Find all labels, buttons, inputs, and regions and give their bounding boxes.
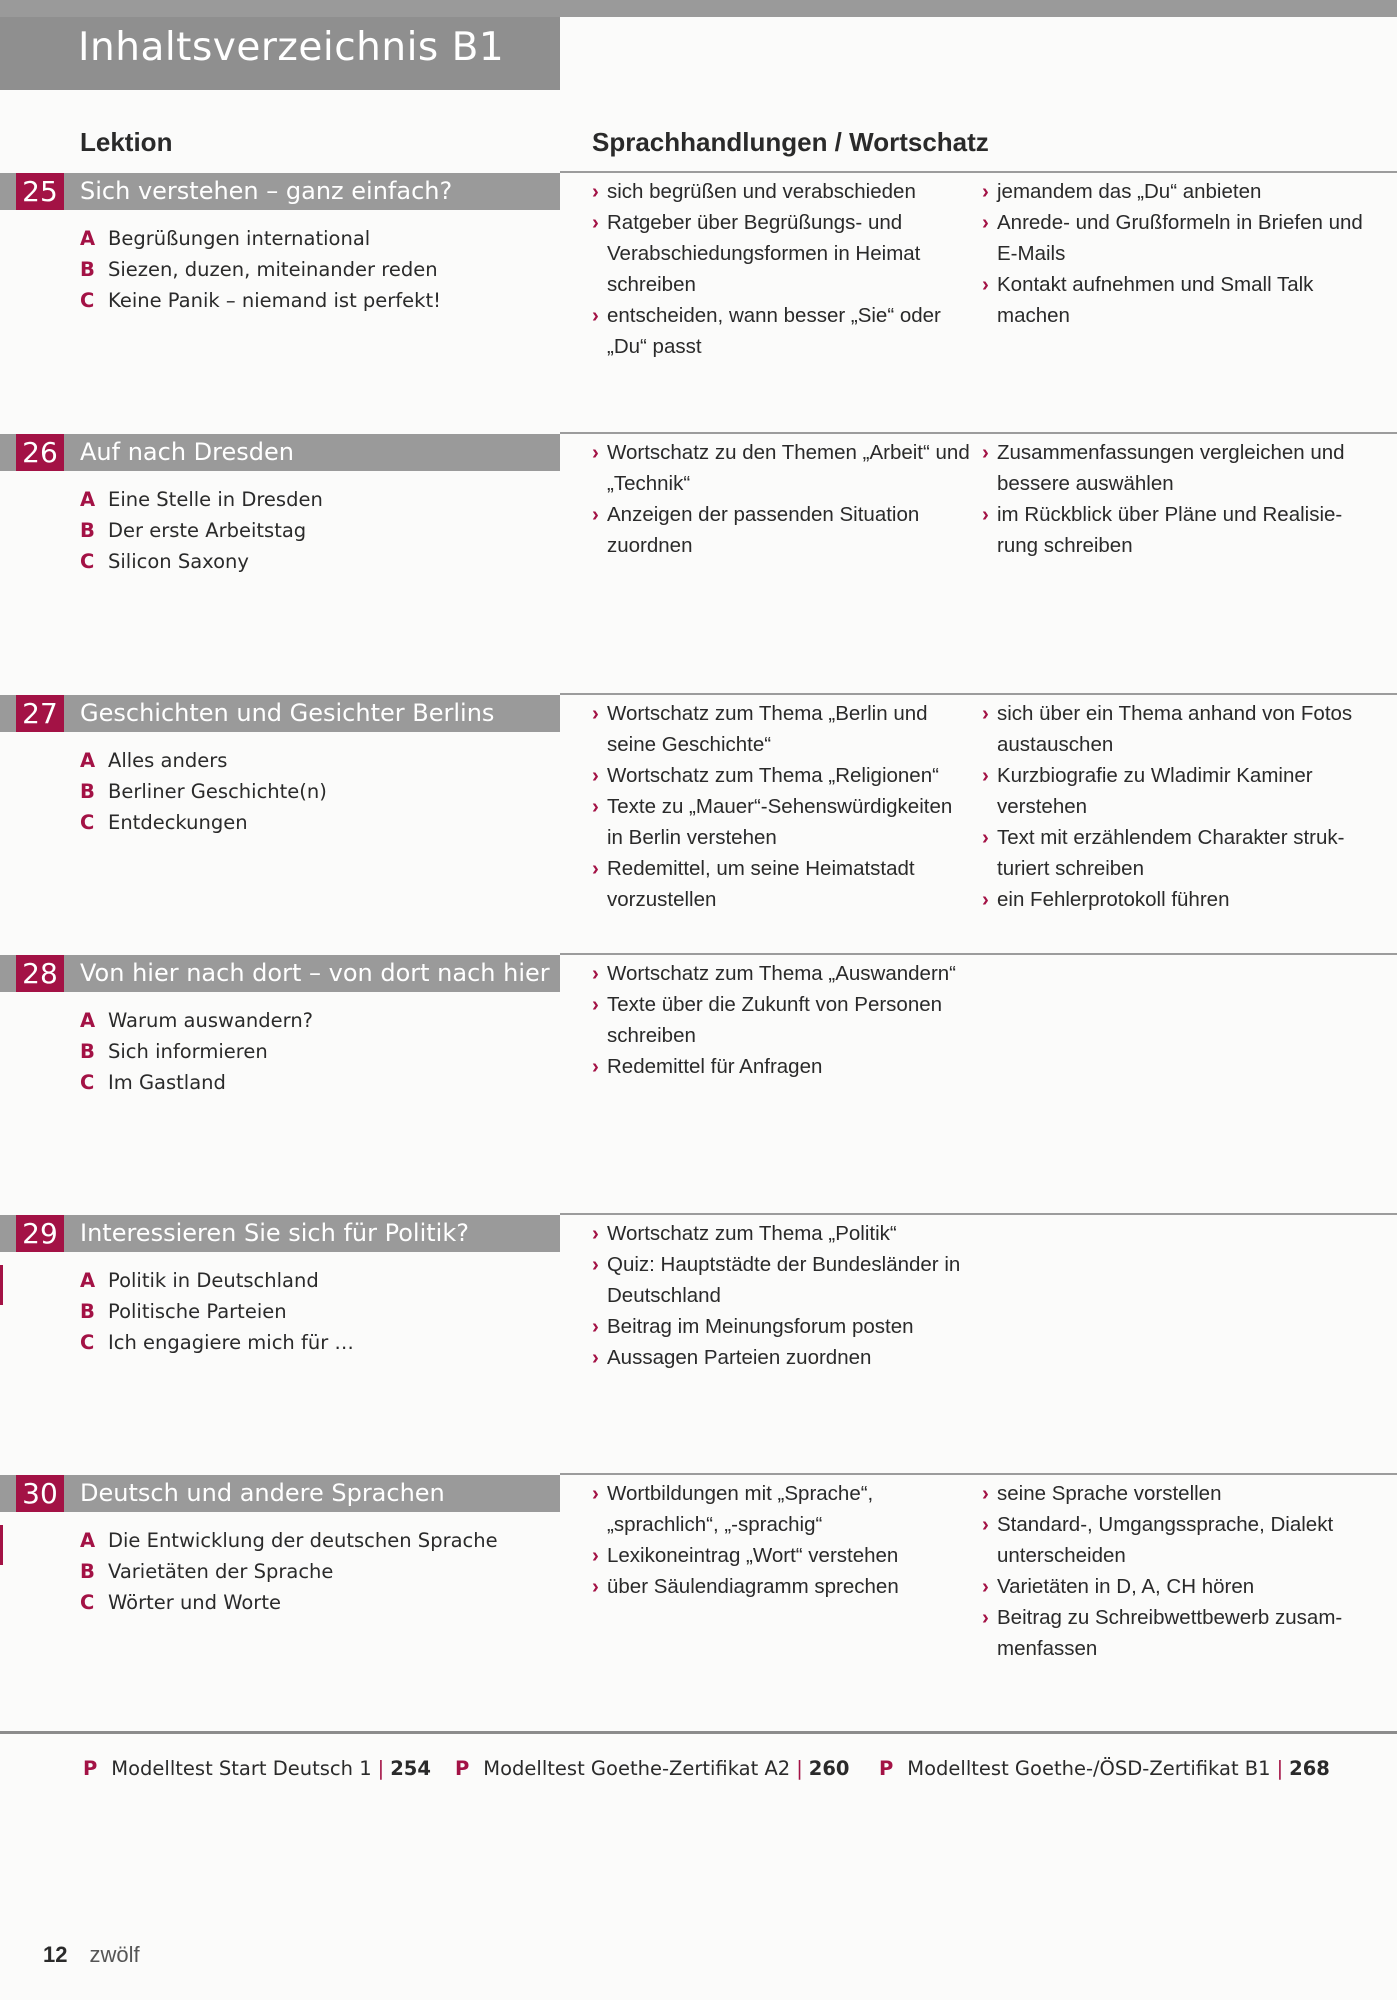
bullet-text: ein Fehlerprotokoll führen xyxy=(997,888,1230,911)
chevron-right-icon: › xyxy=(592,1482,599,1505)
chevron-right-icon: › xyxy=(982,702,989,725)
bullet-text: Aussagen Parteien zuordnen xyxy=(607,1346,872,1369)
bullet-item xyxy=(592,698,972,760)
subsection-item xyxy=(80,1296,354,1327)
chevron-right-icon: › xyxy=(592,441,599,464)
lesson-number: 27 xyxy=(16,695,64,732)
bullet-item xyxy=(592,1540,972,1571)
bullet-text: im Rückblick über Pläne und Realisie-rung schreiben xyxy=(997,503,1343,557)
bullet-item xyxy=(592,989,972,1051)
sprachhandlungen-list xyxy=(592,958,972,1082)
bullet-item xyxy=(592,1311,972,1342)
subsection-item xyxy=(80,484,323,515)
bullet-item xyxy=(982,437,1372,499)
bullet-item xyxy=(982,499,1372,561)
bullet-text: Text mit erzählendem Charakter struk-turiert schreiben xyxy=(997,826,1345,880)
subsection-item xyxy=(80,1265,354,1296)
lesson-header-bar[interactable] xyxy=(0,955,560,992)
lesson-title: Auf nach Dresden xyxy=(80,438,294,466)
bullet-item xyxy=(982,1602,1372,1664)
chevron-right-icon: › xyxy=(592,1544,599,1567)
bullet-text: Wortschatz zum Thema „Religionen“ xyxy=(607,764,939,787)
bullet-item xyxy=(982,884,1372,915)
lesson-number: 30 xyxy=(16,1475,64,1512)
subsection-item xyxy=(80,285,441,316)
subsection-text: Varietäten der Sprache xyxy=(108,1560,334,1583)
subsection-letter: A xyxy=(80,227,96,250)
subsection-item xyxy=(80,776,327,807)
lesson-title: Geschichten und Gesichter Berlins xyxy=(80,699,495,727)
subsection-text: Warum auswandern? xyxy=(108,1009,314,1032)
chevron-right-icon: › xyxy=(592,503,599,526)
lesson-header-bar[interactable] xyxy=(0,434,560,471)
subsection-item xyxy=(80,1587,498,1618)
lesson-subsections xyxy=(80,223,441,316)
subsection-letter: C xyxy=(80,289,95,312)
subsection-letter: C xyxy=(80,1331,95,1354)
bullet-item xyxy=(592,958,972,989)
lesson-subsections xyxy=(80,1265,354,1358)
chevron-right-icon: › xyxy=(982,180,989,203)
modelltest-goethe-oesd-b1[interactable] xyxy=(879,1757,1330,1780)
lesson-divider xyxy=(560,953,1397,955)
chevron-right-icon: › xyxy=(982,211,989,234)
bullet-item xyxy=(982,1571,1372,1602)
chevron-right-icon: › xyxy=(592,304,599,327)
lesson-header-bar[interactable] xyxy=(0,695,560,732)
bullet-text: Lexikoneintrag „Wort“ verstehen xyxy=(607,1544,899,1567)
lesson-divider xyxy=(560,1213,1397,1215)
sprachhandlungen-list xyxy=(592,1218,972,1373)
bullet-item xyxy=(982,822,1372,884)
modelltest-start-deutsch[interactable] xyxy=(83,1757,431,1780)
bullet-item xyxy=(592,1218,972,1249)
bullet-text: Beitrag im Meinungsforum posten xyxy=(607,1315,914,1338)
subsection-item xyxy=(80,1525,498,1556)
bullet-item xyxy=(592,853,972,915)
subsection-letter: B xyxy=(80,519,95,542)
chevron-right-icon: › xyxy=(982,1482,989,1505)
bullet-text: entscheiden, wann besser „Sie“ oder „Du“ passt xyxy=(607,304,941,358)
lesson-title: Von hier nach dort – von dort nach hier xyxy=(80,959,550,987)
bullet-item xyxy=(592,499,972,561)
bullet-text: Kontakt aufnehmen und Small Talk machen xyxy=(997,273,1314,327)
subsection-text: Alles anders xyxy=(108,749,228,772)
chevron-right-icon: › xyxy=(592,1055,599,1078)
wortschatz-list xyxy=(982,437,1372,561)
subsection-text: Silicon Saxony xyxy=(108,550,249,573)
bullet-item xyxy=(592,176,972,207)
lesson-divider xyxy=(560,432,1397,434)
bullet-item xyxy=(982,207,1372,269)
chevron-right-icon: › xyxy=(592,857,599,880)
lesson-divider xyxy=(560,1473,1397,1475)
bullet-text: Texte zu „Mauer“-Sehenswürdigkeiten in Berlin verstehen xyxy=(607,795,953,849)
chevron-right-icon: › xyxy=(982,826,989,849)
page-word: zwölf xyxy=(89,1942,140,1967)
chevron-right-icon: › xyxy=(592,180,599,203)
chevron-right-icon: › xyxy=(982,888,989,911)
subsection-letter: B xyxy=(80,258,95,281)
test-label: Modelltest Goethe-Zertifikat A2 xyxy=(483,1757,791,1780)
bullet-text: sich begrüßen und verabschieden xyxy=(607,180,916,203)
bullet-item xyxy=(982,176,1372,207)
subsection-text: Wörter und Worte xyxy=(108,1591,281,1614)
margin-mark xyxy=(0,1525,3,1565)
subsection-text: Siezen, duzen, miteinander reden xyxy=(108,258,438,281)
page-number: 12 xyxy=(43,1942,68,1967)
subsection-letter: B xyxy=(80,1560,95,1583)
subsection-text: Begrüßungen international xyxy=(108,227,371,250)
footer-divider xyxy=(0,1731,1397,1734)
chevron-right-icon: › xyxy=(592,1575,599,1598)
lesson-number: 26 xyxy=(16,434,64,471)
subsection-text: Ich engagiere mich für … xyxy=(108,1331,354,1354)
bullet-item xyxy=(982,1478,1372,1509)
wortschatz-list xyxy=(982,176,1372,331)
bullet-item xyxy=(592,760,972,791)
bullet-text: sich über ein Thema anhand von Fotos austauschen xyxy=(997,702,1353,756)
bullet-text: Anzeigen der passenden Situation zuordnen xyxy=(607,503,920,557)
subsection-text: Sich informieren xyxy=(108,1040,268,1063)
title-banner xyxy=(0,17,560,90)
bullet-text: Redemittel für Anfragen xyxy=(607,1055,823,1078)
bullet-item xyxy=(592,1051,972,1082)
bullet-text: Kurzbiografie zu Wladimir Kaminer verstehen xyxy=(997,764,1313,818)
bullet-item xyxy=(592,207,972,300)
test-marker: P xyxy=(455,1757,470,1780)
test-label: Modelltest Start Deutsch 1 xyxy=(111,1757,372,1780)
chevron-right-icon: › xyxy=(982,441,989,464)
lesson-subsections xyxy=(80,1005,313,1098)
subsection-letter: A xyxy=(80,488,96,511)
chevron-right-icon: › xyxy=(592,1222,599,1245)
sprachhandlungen-list xyxy=(592,698,972,915)
bullet-text: Quiz: Hauptstädte der Bundesländer in Deutschland xyxy=(607,1253,961,1307)
subsection-letter: B xyxy=(80,1300,95,1323)
lesson-number: 29 xyxy=(16,1215,64,1252)
top-bar xyxy=(0,0,1397,17)
lesson-header-bar[interactable] xyxy=(0,173,560,210)
subsection-text: Politische Parteien xyxy=(108,1300,287,1323)
page-title: Inhaltsverzeichnis B1 xyxy=(78,25,505,70)
chevron-right-icon: › xyxy=(592,702,599,725)
test-page: 268 xyxy=(1289,1757,1330,1780)
lesson-subsections xyxy=(80,1525,498,1618)
subsection-letter: C xyxy=(80,1591,95,1614)
bullet-text: Beitrag zu Schreibwettbewerb zusam-menfassen xyxy=(997,1606,1343,1660)
chevron-right-icon: › xyxy=(592,1315,599,1338)
bullet-item xyxy=(592,791,972,853)
page-footer xyxy=(43,1942,140,1968)
test-page: 254 xyxy=(390,1757,431,1780)
chevron-right-icon: › xyxy=(592,211,599,234)
lesson-number: 25 xyxy=(16,173,64,210)
bullet-item xyxy=(982,269,1372,331)
chevron-right-icon: › xyxy=(982,273,989,296)
page-separator: | xyxy=(1276,1757,1284,1780)
subsection-text: Keine Panik – niemand ist perfekt! xyxy=(108,289,441,312)
wortschatz-list xyxy=(982,698,1372,915)
lesson-divider xyxy=(560,693,1397,695)
subsection-text: Eine Stelle in Dresden xyxy=(108,488,323,511)
bullet-text: über Säulendiagramm sprechen xyxy=(607,1575,899,1598)
lesson-header-bar[interactable] xyxy=(0,1475,560,1512)
chevron-right-icon: › xyxy=(982,503,989,526)
sprachhandlungen-list xyxy=(592,176,972,362)
bullet-text: Wortschatz zum Thema „Politik“ xyxy=(607,1222,897,1245)
chevron-right-icon: › xyxy=(592,795,599,818)
bullet-text: Zusammenfassungen vergleichen und bessere auswählen xyxy=(997,441,1345,495)
bullet-item xyxy=(982,760,1372,822)
page-separator: | xyxy=(377,1757,385,1780)
lesson-title: Sich verstehen – ganz einfach? xyxy=(80,177,453,205)
bullet-text: Standard-, Umgangssprache, Dialekt unterscheiden xyxy=(997,1513,1334,1567)
chevron-right-icon: › xyxy=(982,764,989,787)
lesson-header-bar[interactable] xyxy=(0,1215,560,1252)
subsection-item xyxy=(80,254,441,285)
lesson-title: Deutsch und andere Sprachen xyxy=(80,1479,445,1507)
test-page: 260 xyxy=(808,1757,850,1780)
bullet-text: jemandem das „Du“ anbieten xyxy=(997,180,1262,203)
subsection-letter: A xyxy=(80,749,96,772)
modelltest-goethe-a2[interactable] xyxy=(455,1757,850,1780)
bullet-text: Anrede- und Grußformeln in Briefen und E-Mails xyxy=(997,211,1363,265)
subsection-text: Politik in Deutschland xyxy=(108,1269,319,1292)
subsection-letter: B xyxy=(80,1040,95,1063)
subsection-letter: B xyxy=(80,780,95,803)
bullet-item xyxy=(592,437,972,499)
chevron-right-icon: › xyxy=(982,1606,989,1629)
bullet-text: Wortschatz zum Thema „Auswandern“ xyxy=(607,962,957,985)
lesson-title: Interessieren Sie sich für Politik? xyxy=(80,1219,469,1247)
sprachhandlungen-list xyxy=(592,1478,972,1602)
chevron-right-icon: › xyxy=(592,1253,599,1276)
subsection-item xyxy=(80,223,441,254)
bullet-item xyxy=(592,1478,972,1540)
test-label: Modelltest Goethe-/ÖSD-Zertifikat B1 xyxy=(907,1757,1271,1780)
bullet-text: Wortbildungen mit „Sprache“, „sprachlich“, „-sprachig“ xyxy=(607,1482,874,1536)
test-marker: P xyxy=(83,1757,98,1780)
chevron-right-icon: › xyxy=(592,962,599,985)
subsection-letter: C xyxy=(80,811,95,834)
sprachhandlungen-list xyxy=(592,437,972,561)
chevron-right-icon: › xyxy=(592,764,599,787)
subsection-letter: A xyxy=(80,1269,96,1292)
bullet-item xyxy=(592,1571,972,1602)
bullet-text: Ratgeber über Begrüßungs- und Verabschiedungsformen in Heimat schreiben xyxy=(607,211,921,296)
subsection-item xyxy=(80,1327,354,1358)
subsection-letter: A xyxy=(80,1529,96,1552)
wortschatz-list xyxy=(982,1478,1372,1664)
subsection-text: Die Entwicklung der deutschen Sprache xyxy=(108,1529,498,1552)
bullet-item xyxy=(592,1249,972,1311)
subsection-letter: A xyxy=(80,1009,96,1032)
subsection-item xyxy=(80,1556,498,1587)
subsection-letter: C xyxy=(80,550,95,573)
bullet-text: Wortschatz zum Thema „Berlin und seine Geschichte“ xyxy=(607,702,928,756)
subsection-text: Der erste Arbeitstag xyxy=(108,519,307,542)
page-separator: | xyxy=(796,1757,803,1780)
chevron-right-icon: › xyxy=(592,1346,599,1369)
chevron-right-icon: › xyxy=(982,1575,989,1598)
bullet-text: Texte über die Zukunft von Personen schreiben xyxy=(607,993,943,1047)
bullet-item xyxy=(982,1509,1372,1571)
chevron-right-icon: › xyxy=(592,993,599,1016)
bullet-text: seine Sprache vorstellen xyxy=(997,1482,1222,1505)
subsection-text: Entdeckungen xyxy=(108,811,248,834)
bullet-text: Varietäten in D, A, CH hören xyxy=(997,1575,1255,1598)
subsection-item xyxy=(80,546,323,577)
bullet-item xyxy=(982,698,1372,760)
column-heading-lektion: Lektion xyxy=(80,127,173,157)
margin-mark xyxy=(0,1265,3,1305)
subsection-letter: C xyxy=(80,1071,95,1094)
subsection-text: Berliner Geschichte(n) xyxy=(108,780,327,803)
chevron-right-icon: › xyxy=(982,1513,989,1536)
subsection-item xyxy=(80,1067,313,1098)
subsection-item xyxy=(80,1036,313,1067)
lesson-subsections xyxy=(80,745,327,838)
subsection-item xyxy=(80,807,327,838)
bullet-item xyxy=(592,300,972,362)
test-marker: P xyxy=(879,1757,894,1780)
subsection-item xyxy=(80,745,327,776)
column-heading-sprachhandlungen: Sprachhandlungen / Wortschatz xyxy=(592,127,989,157)
lesson-number: 28 xyxy=(16,955,64,992)
subsection-item xyxy=(80,1005,313,1036)
subsection-text: Im Gastland xyxy=(108,1071,226,1094)
subsection-item xyxy=(80,515,323,546)
bullet-item xyxy=(592,1342,972,1373)
bullet-text: Wortschatz zu den Themen „Arbeit“ und „Technik“ xyxy=(607,441,970,495)
lesson-subsections xyxy=(80,484,323,577)
bullet-text: Redemittel, um seine Heimatstadt vorzustellen xyxy=(607,857,915,911)
lesson-divider xyxy=(560,171,1397,173)
